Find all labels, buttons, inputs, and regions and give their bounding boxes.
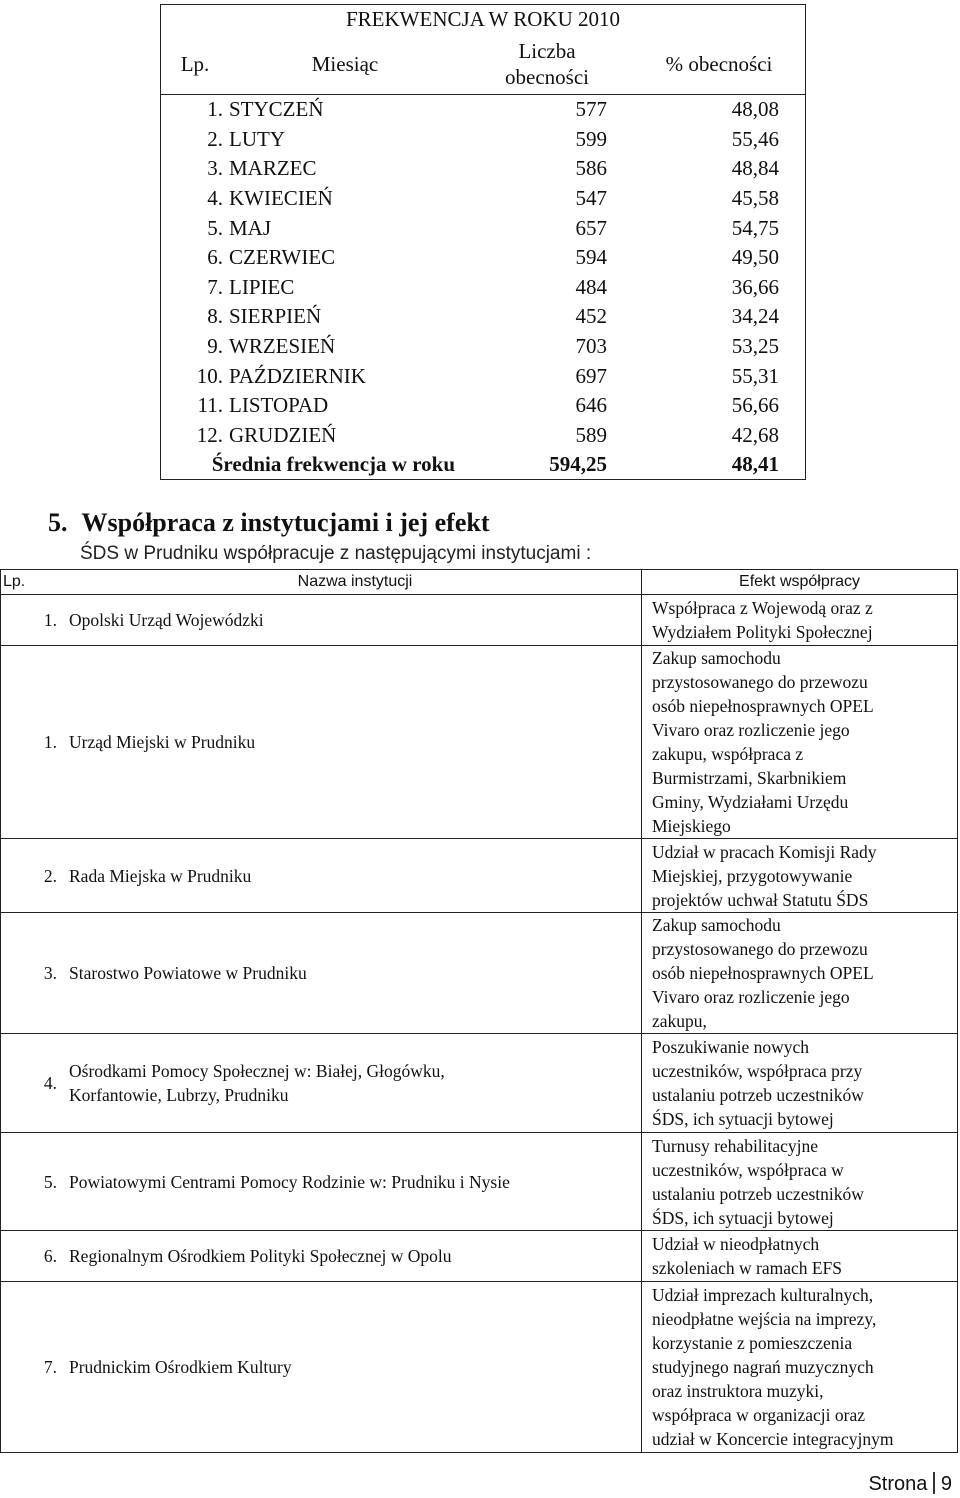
section-heading	[48, 508, 489, 538]
effect-line: nieodpłatne wejścia na imprezy,	[652, 1309, 877, 1329]
row-lp: 12.	[196, 422, 223, 447]
institution-row	[1, 595, 958, 646]
row-count: 594	[575, 245, 607, 270]
average-label: Średnia frekwencja w roku	[211, 452, 455, 477]
row-count: 484	[575, 274, 607, 299]
institution-name: Powiatowymi Centrami Pomocy Rodzinie w: Prudniku i Nysie	[69, 1171, 510, 1192]
effect-line: Poszukiwanie nowych	[652, 1037, 809, 1057]
row-month: GRUDZIEŃ	[229, 422, 337, 447]
row-percent: 48,84	[731, 156, 779, 181]
effect-line: korzystanie z pomieszczenia	[652, 1333, 853, 1353]
attendance-row	[161, 243, 806, 273]
row-lp: 6.	[207, 245, 223, 270]
page-footer	[868, 1472, 952, 1496]
effect-line: przystosowanego do przewozu	[652, 939, 868, 959]
row-percent: 56,66	[731, 393, 779, 418]
institution-lp: 5.	[1, 1133, 66, 1231]
institution-effect-cell	[642, 595, 958, 646]
attendance-header-row	[161, 34, 806, 95]
row-count: 547	[575, 186, 607, 211]
inst-header-lp: Lp.	[1, 570, 66, 595]
effect-line: współpraca w organizacji oraz	[652, 1405, 865, 1425]
effect-line: udział w Koncercie integracyjnym	[652, 1429, 894, 1449]
row-lp: 2.	[207, 126, 223, 151]
row-percent: 49,50	[731, 245, 779, 270]
row-count: 599	[575, 126, 607, 151]
institution-name-cell	[65, 1231, 642, 1282]
institution-lp: 6.	[1, 1231, 66, 1282]
row-percent: 53,25	[731, 334, 779, 359]
attendance-row	[161, 125, 806, 155]
header-percent: % obecności	[633, 34, 806, 95]
institution-name: Urząd Miejski w Prudniku	[69, 732, 256, 752]
effect-line: Miejskiego	[652, 816, 731, 836]
row-count: 452	[575, 304, 607, 329]
row-lp: 1.	[207, 97, 223, 122]
effect-line: ustalaniu potrzeb uczestników	[652, 1085, 864, 1105]
institution-effect-cell	[642, 646, 958, 839]
institution-name: Rada Miejska w Prudniku	[69, 865, 252, 886]
row-count: 646	[575, 393, 607, 418]
effect-line: Udział imprezach kulturalnych,	[652, 1285, 874, 1305]
row-percent: 34,24	[731, 304, 779, 329]
section-intro: ŚDS w Prudniku współpracuje z następującymi instytucjami :	[80, 543, 592, 564]
row-month: SIERPIEŃ	[229, 304, 322, 329]
header-lp: Lp.	[161, 34, 230, 95]
row-percent: 55,31	[731, 363, 779, 388]
attendance-row	[161, 361, 806, 391]
institution-name-line: Ośrodkami Pomocy Społecznej w: Białej, Głogówku,	[69, 1061, 445, 1081]
effect-line: Burmistrzami, Skarbnikiem	[652, 768, 847, 788]
institution-name-cell	[65, 595, 642, 646]
effect-line: Miejskiej, przygotowywanie	[652, 865, 853, 886]
row-month: MAJ	[229, 215, 272, 240]
row-month: LISTOPAD	[229, 393, 329, 418]
row-month: KWIECIEŃ	[229, 186, 333, 211]
row-month: WRZESIEŃ	[229, 334, 336, 359]
row-count: 577	[575, 97, 607, 122]
effect-line: ŚDS, ich sytuacji bytowej	[652, 1207, 834, 1228]
institution-name-cell	[65, 913, 642, 1034]
row-count: 586	[575, 156, 607, 181]
row-lp: 4.	[207, 186, 223, 211]
effect-line: osób niepełnosprawnych OPEL	[652, 963, 874, 983]
attendance-row	[161, 95, 806, 125]
institution-name-line: Korfantowie, Lubrzy, Prudniku	[69, 1085, 289, 1105]
row-lp: 8.	[207, 304, 223, 329]
row-count: 697	[575, 363, 607, 388]
row-percent: 54,75	[731, 215, 779, 240]
institution-name-cell	[65, 1282, 642, 1453]
header-count-line2: obecności	[505, 65, 589, 89]
effect-line: zakupu,	[652, 1011, 707, 1031]
header-month: Miesiąc	[229, 34, 461, 95]
average-row	[161, 450, 806, 480]
row-lp: 11.	[197, 393, 223, 418]
effect-line: studyjnego nagrań muzycznych	[652, 1357, 874, 1377]
row-count: 657	[575, 215, 607, 240]
institution-lp: 1.	[1, 646, 66, 839]
attendance-table-title: FREKWENCJA W ROKU 2010	[346, 7, 620, 31]
institution-name: Regionalnym Ośrodkiem Polityki Społecznej w Opolu	[69, 1246, 452, 1266]
effect-line: Vivaro oraz rozliczenie jego	[652, 987, 850, 1007]
effect-line: szkoleniach w ramach EFS	[652, 1258, 843, 1278]
row-month: PAŹDZIERNIK	[229, 363, 366, 388]
institution-name-cell	[65, 1034, 642, 1133]
institution-effect-cell	[642, 1282, 958, 1453]
effect-line: Udział w pracach Komisji Rady	[652, 841, 877, 862]
average-percent: 48,41	[731, 452, 779, 477]
row-month: MARZEC	[229, 156, 317, 181]
row-month: LUTY	[229, 126, 285, 151]
effect-line: ŚDS, ich sytuacji bytowej	[652, 1109, 834, 1129]
header-count	[461, 34, 633, 95]
footer-label: Strona	[868, 1473, 928, 1495]
institution-row	[1, 1231, 958, 1282]
effect-line: Zakup samochodu	[652, 915, 781, 935]
inst-header-effect: Efekt współpracy	[642, 570, 958, 595]
effect-line: Zakup samochodu	[652, 648, 781, 668]
attendance-row	[161, 184, 806, 214]
row-percent: 42,68	[731, 422, 779, 447]
institution-row	[1, 1133, 958, 1231]
attendance-row	[161, 213, 806, 243]
institution-name: Opolski Urząd Wojewódzki	[69, 610, 264, 630]
effect-line: uczestników, współpraca przy	[652, 1061, 863, 1081]
row-lp: 10.	[196, 363, 223, 388]
attendance-row	[161, 273, 806, 303]
effect-line: ustalaniu potrzeb uczestników	[652, 1183, 864, 1204]
row-percent: 45,58	[731, 186, 779, 211]
attendance-row	[161, 154, 806, 184]
institutions-header-row	[1, 570, 958, 595]
row-percent: 55,46	[731, 126, 779, 151]
row-percent: 36,66	[731, 274, 779, 299]
institution-lp: 1.	[1, 595, 66, 646]
inst-header-name: Nazwa instytucji	[65, 570, 642, 595]
institution-effect-cell	[642, 1231, 958, 1282]
row-count: 703	[575, 334, 607, 359]
attendance-table	[160, 4, 806, 480]
institution-row	[1, 1282, 958, 1453]
attendance-row	[161, 332, 806, 362]
institutions-table	[0, 569, 958, 1453]
institution-effect-cell	[642, 1133, 958, 1231]
attendance-row	[161, 421, 806, 451]
footer-separator	[933, 1472, 935, 1494]
effect-line: Turnusy rehabilitacyjne	[652, 1135, 819, 1156]
effect-line: Wydziałem Polityki Społecznej	[652, 622, 873, 642]
section-title: Współpraca z instytucjami i jej efekt	[81, 508, 490, 537]
institution-row	[1, 913, 958, 1034]
effect-line: projektów uchwał Statutu ŚDS	[652, 889, 869, 910]
row-lp: 5.	[207, 215, 223, 240]
institution-row	[1, 839, 958, 913]
institution-row	[1, 646, 958, 839]
page-number: 9	[940, 1473, 952, 1495]
institution-lp: 3.	[1, 913, 66, 1034]
row-lp: 3.	[207, 156, 223, 181]
institution-lp: 7.	[1, 1282, 66, 1453]
row-month: STYCZEŃ	[229, 97, 324, 122]
effect-line: przystosowanego do przewozu	[652, 672, 868, 692]
row-percent: 48,08	[731, 97, 779, 122]
effect-line: zakupu, współpraca z	[652, 744, 804, 764]
institution-effect-cell	[642, 1034, 958, 1133]
effect-line: Vivaro oraz rozliczenie jego	[652, 720, 850, 740]
effect-line: osób niepełnosprawnych OPEL	[652, 696, 874, 716]
institution-effect-cell	[642, 913, 958, 1034]
institution-effect-cell	[642, 839, 958, 913]
institution-row	[1, 1034, 958, 1133]
row-lp: 9.	[207, 334, 223, 359]
institution-name-cell	[65, 1133, 642, 1231]
effect-line: Gminy, Wydziałami Urzędu	[652, 792, 849, 812]
row-lp: 7.	[207, 274, 223, 299]
institution-lp: 4.	[1, 1034, 66, 1133]
institution-lp: 2.	[1, 839, 66, 913]
average-count: 594,25	[549, 452, 607, 477]
row-month: LIPIEC	[229, 274, 295, 299]
institution-name-cell	[65, 646, 642, 839]
attendance-row	[161, 302, 806, 332]
institution-name: Prudnickim Ośrodkiem Kultury	[69, 1357, 292, 1377]
attendance-row	[161, 391, 806, 421]
section-number: 5.	[48, 508, 68, 537]
institution-name-cell	[65, 839, 642, 913]
institution-name: Starostwo Powiatowe w Prudniku	[69, 963, 307, 983]
effect-line: Współpraca z Wojewodą oraz z	[652, 598, 873, 618]
row-month: CZERWIEC	[229, 245, 336, 270]
header-count-line1: Liczba	[518, 39, 576, 63]
effect-line: uczestników, współpraca w	[652, 1159, 844, 1180]
effect-line: Udział w nieodpłatnych	[652, 1234, 820, 1254]
effect-line: oraz instruktora muzyki,	[652, 1381, 824, 1401]
row-count: 589	[575, 422, 607, 447]
